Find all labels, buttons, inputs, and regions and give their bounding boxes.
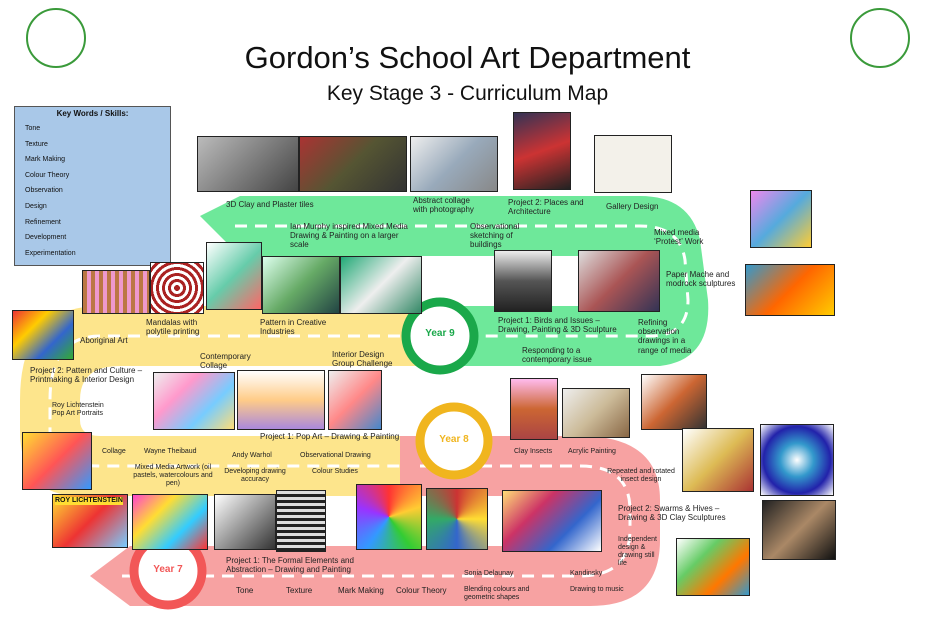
artwork-image — [513, 112, 571, 190]
page-title: Gordon’s School Art Department — [244, 40, 691, 75]
artwork-image — [682, 428, 754, 492]
label-colour-studies: Colour Studies — [312, 468, 358, 475]
label-mixed-media-protest: Mixed media ‘Protest’ Work — [654, 228, 704, 247]
label-developing-accuracy: Developing drawing accuracy — [224, 468, 286, 484]
label-pattern-culture: Project 2: Pattern and Culture – Printmaking & Interior Design — [30, 366, 143, 385]
label-repeated-rotated: Repeated and rotated insect design — [607, 468, 675, 484]
artwork-image — [494, 250, 552, 312]
key-word: Observation — [25, 187, 63, 194]
label-pattern-industries: Pattern in Creative Industries — [260, 318, 327, 337]
key-words-title: Key Words / Skills: — [56, 109, 129, 118]
artwork-image — [132, 494, 208, 550]
artwork-image — [676, 538, 750, 596]
artwork-image — [340, 256, 422, 314]
artwork-image — [562, 388, 630, 438]
key-word: Development — [25, 234, 67, 241]
artwork-image — [22, 432, 92, 490]
artwork-image — [745, 264, 835, 316]
label-independent-design: Independent design & drawing still life — [618, 536, 657, 568]
label-aboriginal-art: Aboriginal Art — [80, 336, 128, 345]
key-word: Refinement — [25, 219, 61, 226]
label-birds-issues: Project 1: Birds and Issues – Drawing, Painting & 3D Sculpture — [498, 316, 617, 335]
artwork-image — [52, 494, 128, 548]
label-sonia-delaunay: Sonia Delaunay — [464, 570, 514, 577]
artwork-image — [502, 490, 602, 552]
artwork-image — [594, 135, 672, 193]
artwork-image — [760, 424, 834, 496]
label-mandalas: Mandalas with polytile printing — [146, 318, 200, 337]
artwork-image — [641, 374, 707, 430]
year8-label: Year 8 — [439, 434, 469, 445]
key-word: Texture — [25, 141, 48, 148]
label-kandinsky: Kandinsky — [570, 570, 603, 577]
year7-label: Year 7 — [153, 564, 183, 575]
label-gallery-design: Gallery Design — [606, 202, 659, 211]
artwork-image — [750, 190, 812, 248]
artwork-image — [578, 250, 660, 312]
year9-label: Year 9 — [425, 328, 455, 339]
key-word: Tone — [25, 125, 41, 132]
artwork-image — [410, 136, 498, 192]
label-ian-murphy: Ian Murphy inspired Mixed Media Drawing & Painting on a larger scale — [290, 222, 408, 250]
artwork-image — [150, 262, 204, 314]
label-acrylic-painting: Acrylic Painting — [568, 448, 616, 455]
label-wayne-thiebaud: Wayne Theibaud — [144, 448, 197, 455]
label-formal-elements: Project 1: The Formal Elements and Abstraction – Drawing and Painting — [226, 556, 354, 575]
artwork-image — [356, 484, 422, 550]
label-colour-theory: Colour Theory — [396, 586, 447, 595]
label-interior-challenge: Interior Design Group Challenge — [332, 350, 393, 369]
artwork-image — [262, 256, 340, 314]
artwork-image — [510, 378, 558, 440]
artwork-image — [237, 370, 325, 430]
label-tone: Tone — [236, 586, 254, 595]
label-clay-insects: Clay Insects — [514, 448, 553, 455]
label-observational-sketching: Observational sketching of buildings — [470, 222, 520, 250]
label-abstract-collage: Abstract collage with photography — [413, 196, 474, 215]
label-responding-issue: Responding to a contemporary issue — [522, 346, 592, 365]
label-paper-mache: Paper Mache and modrock sculptures — [666, 270, 736, 289]
artwork-image — [762, 500, 836, 560]
label-drawing-music: Drawing to music — [570, 586, 624, 593]
label-refining-observation: Refining observation drawings in a range of media — [638, 318, 692, 355]
artwork-image — [214, 494, 276, 550]
label-andy-warhol: Andy Warhol — [232, 452, 272, 459]
artwork-image — [299, 136, 407, 192]
label-mark-making: Mark Making — [338, 586, 384, 595]
roy-sign-text: ROY LICHTENSTEIN — [55, 497, 123, 504]
artwork-image — [197, 136, 299, 192]
label-blending: Blending colours and geometric shapes — [464, 586, 530, 602]
label-contemporary-collage: Contemporary Collage — [200, 352, 251, 371]
page-subtitle: Key Stage 3 - Curriculum Map — [326, 82, 609, 105]
label-swarms-hives: Project 2: Swarms & Hives – Drawing & 3D Clay Sculptures — [618, 504, 726, 523]
artwork-image — [153, 372, 235, 430]
label-clay-plaster: 3D Clay and Plaster tiles — [226, 200, 314, 209]
key-word: Colour Theory — [25, 172, 70, 179]
label-mixed-media-artwork: Mixed Media Artwork (oil pastels, watercolours and pen) — [133, 464, 213, 488]
label-roy-portraits: Roy Lichtenstein Pop Art Portraits — [52, 402, 104, 418]
label-pop-art: Project 1: Pop Art – Drawing & Painting — [260, 432, 400, 441]
label-places-architecture: Project 2: Places and Architecture — [508, 198, 584, 217]
artwork-image — [206, 242, 262, 310]
artwork-image — [276, 490, 326, 552]
key-word: Mark Making — [25, 156, 66, 163]
key-word: Design — [25, 203, 47, 210]
key-word: Experimentation — [25, 250, 76, 257]
artwork-image — [12, 310, 74, 360]
artwork-image — [328, 370, 382, 430]
artwork-image — [426, 488, 488, 550]
label-texture: Texture — [286, 586, 313, 595]
artwork-image — [82, 270, 150, 314]
key-words-box — [14, 106, 171, 266]
label-observational-drawing: Observational Drawing — [300, 452, 371, 459]
label-collage: Collage — [102, 448, 126, 455]
